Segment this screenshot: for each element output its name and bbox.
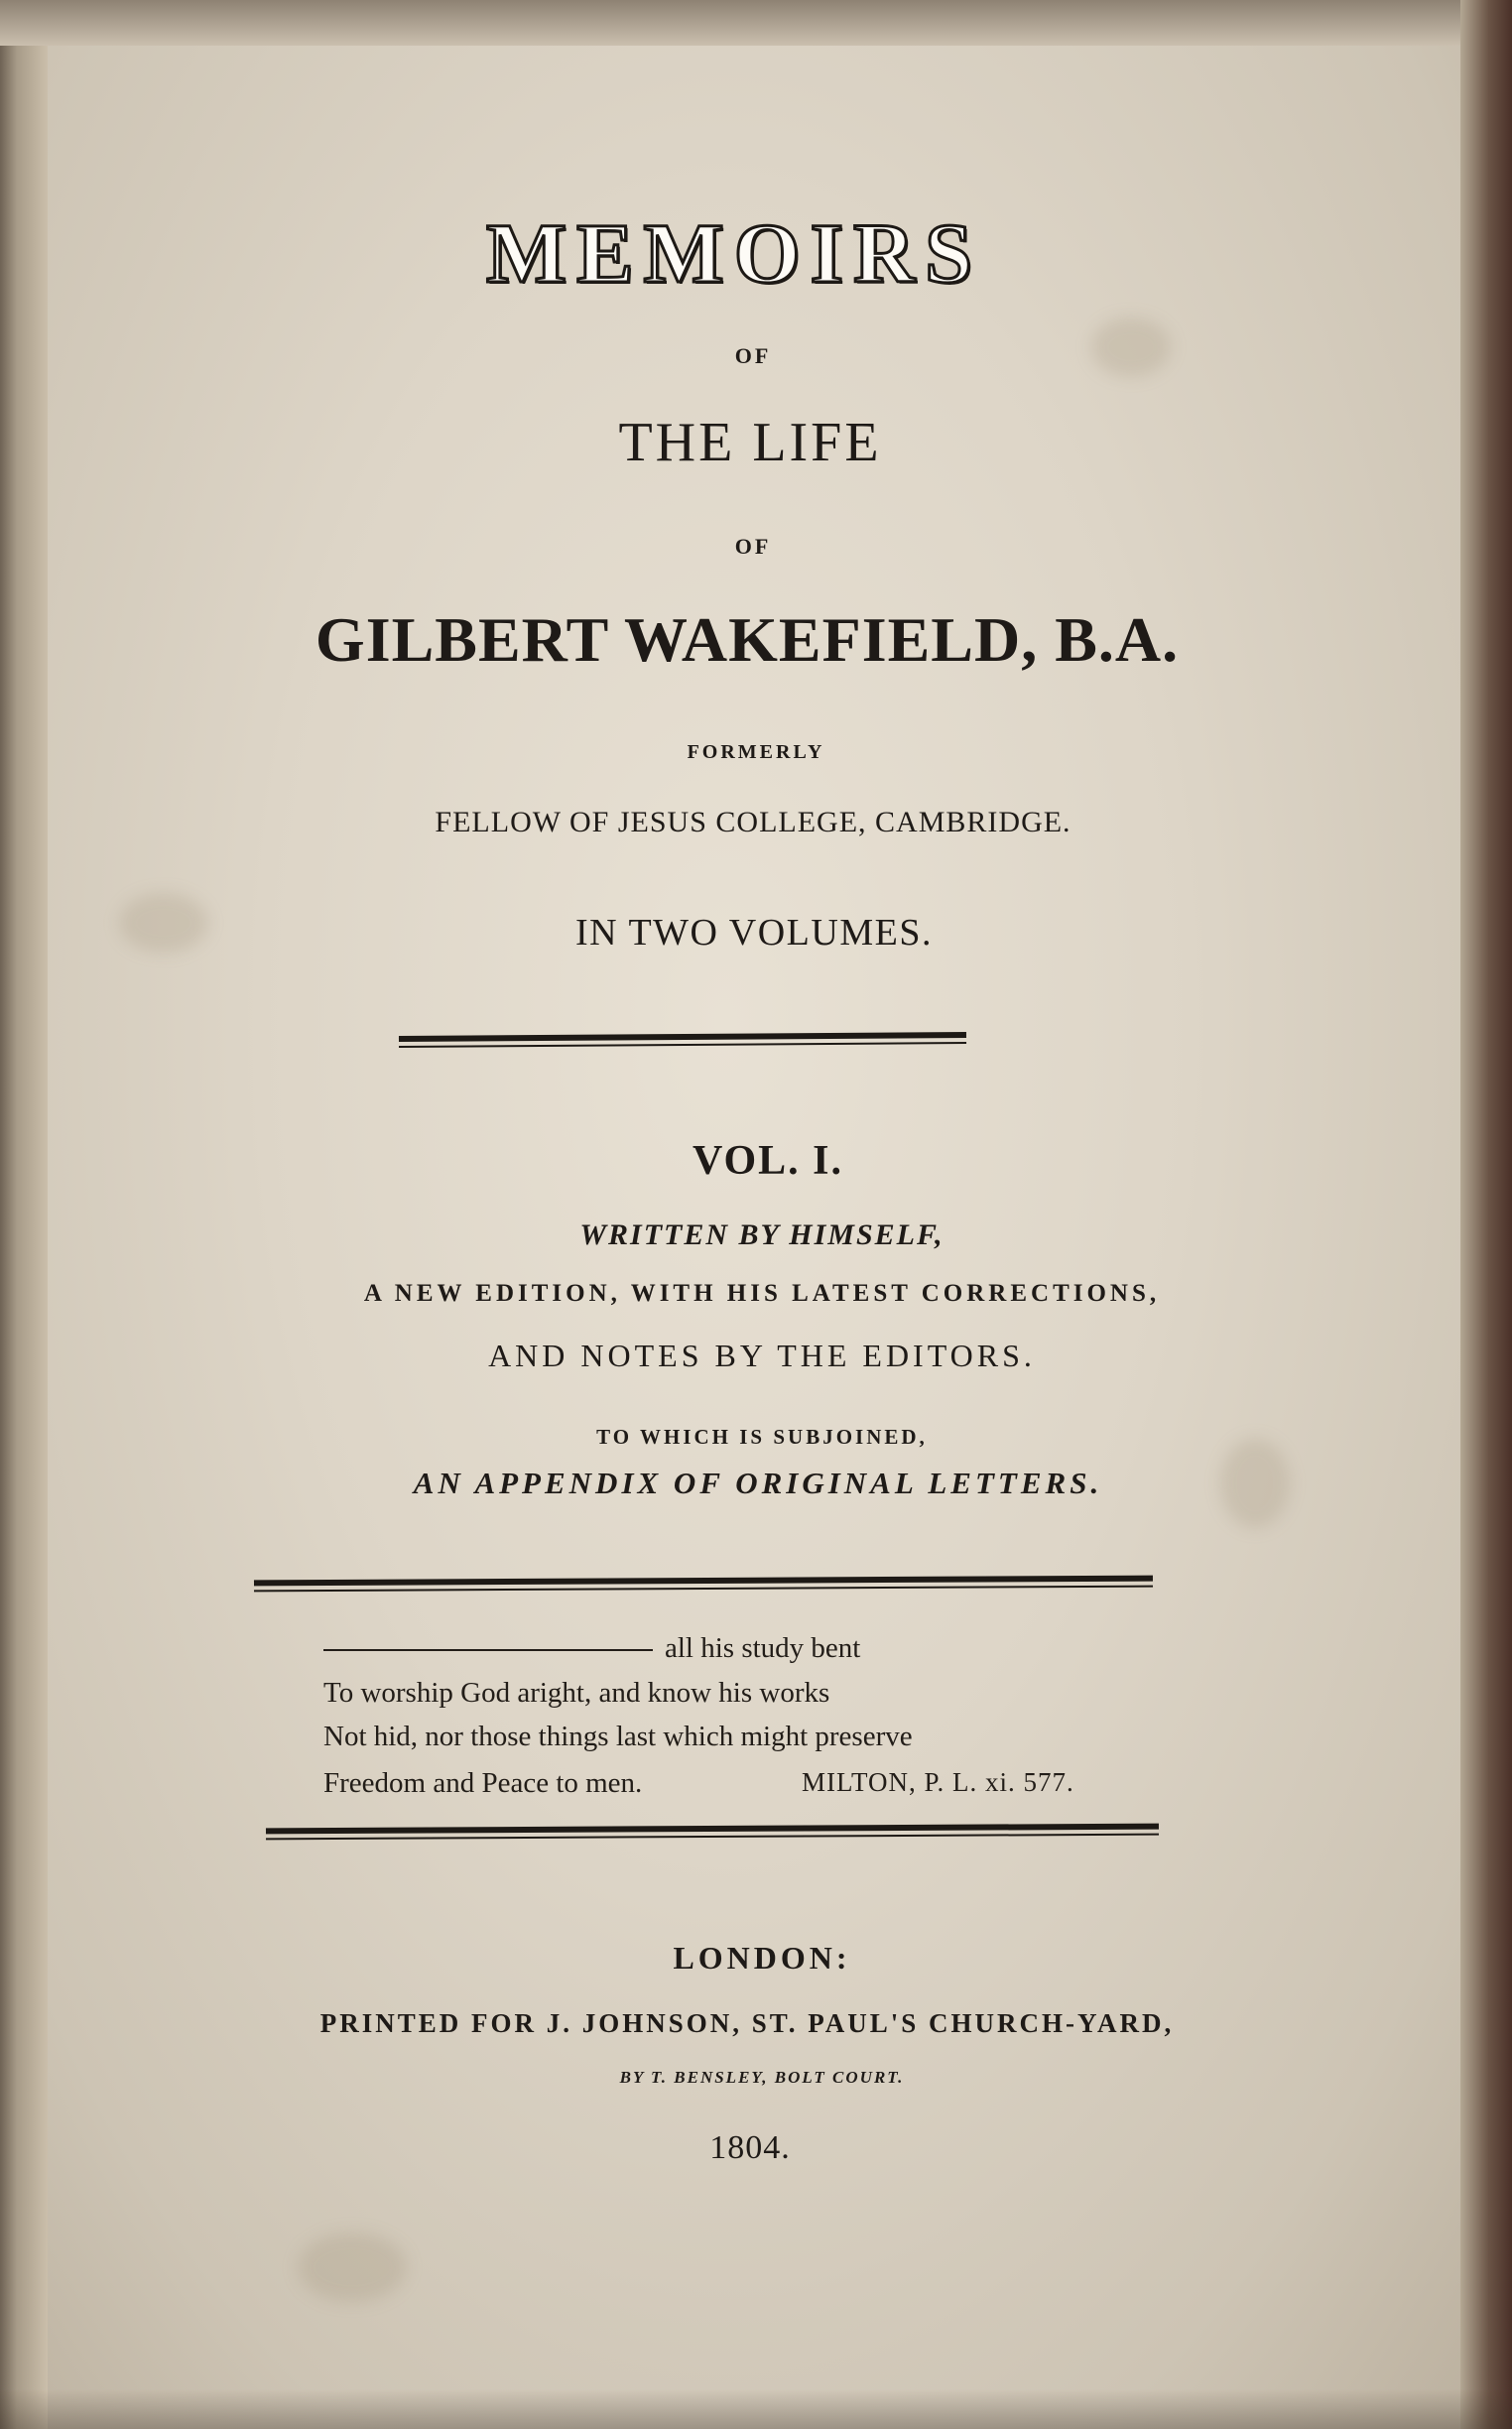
volume-number: VOL. I.	[692, 1138, 844, 1184]
imprint-printer: BY T. BENSLEY, BOLT COURT.	[619, 2068, 905, 2087]
author-affiliation: FELLOW OF JESUS COLLEGE, CAMBRIDGE.	[435, 806, 1071, 838]
author-name: GILBERT WAKEFIELD, B.A.	[315, 604, 1180, 675]
epigraph-line: Not hid, nor those things last which might preserve	[323, 1721, 913, 1752]
title-connector-of: OF	[734, 343, 772, 368]
top-page-edge	[0, 0, 1512, 46]
appendix-line: AN APPENDIX OF ORIGINAL LETTERS.	[413, 1466, 1103, 1500]
epigraph-dash	[323, 1649, 653, 1651]
foxing-stain	[298, 2233, 407, 2302]
imprint-year: 1804.	[709, 2129, 791, 2166]
imprint-city: LONDON:	[673, 1940, 851, 1976]
epigraph-text: all his study bent	[665, 1632, 861, 1664]
double-rule	[266, 1824, 1159, 1841]
subjoined-line: TO WHICH IS SUBJOINED,	[596, 1425, 928, 1449]
epigraph-citation: MILTON, P. L. xi. 577.	[802, 1767, 1074, 1797]
formerly-label: FORMERLY	[687, 741, 825, 763]
title-the-life: THE LIFE	[618, 412, 882, 473]
notes-line: AND NOTES BY THE EDITORS.	[488, 1338, 1036, 1373]
title-connector-of: OF	[734, 534, 772, 559]
volumes-note: IN TWO VOLUMES.	[575, 912, 933, 954]
epigraph-line: Freedom and Peace to men.	[323, 1767, 643, 1799]
epigraph-line: To worship God aright, and know his works	[323, 1677, 830, 1709]
double-rule	[399, 1032, 966, 1048]
epigraph-line	[323, 1632, 860, 1665]
imprint-publisher: PRINTED FOR J. JOHNSON, ST. PAUL'S CHURCH-YARD,	[319, 2008, 1175, 2038]
bottom-shadow	[0, 2389, 1512, 2429]
book-title: MEMOIRS	[486, 205, 982, 301]
written-by-line: WRITTEN BY HIMSELF,	[579, 1218, 945, 1251]
edition-line: A NEW EDITION, WITH HIS LATEST CORRECTIONS,	[363, 1280, 1161, 1307]
double-rule	[254, 1576, 1153, 1593]
